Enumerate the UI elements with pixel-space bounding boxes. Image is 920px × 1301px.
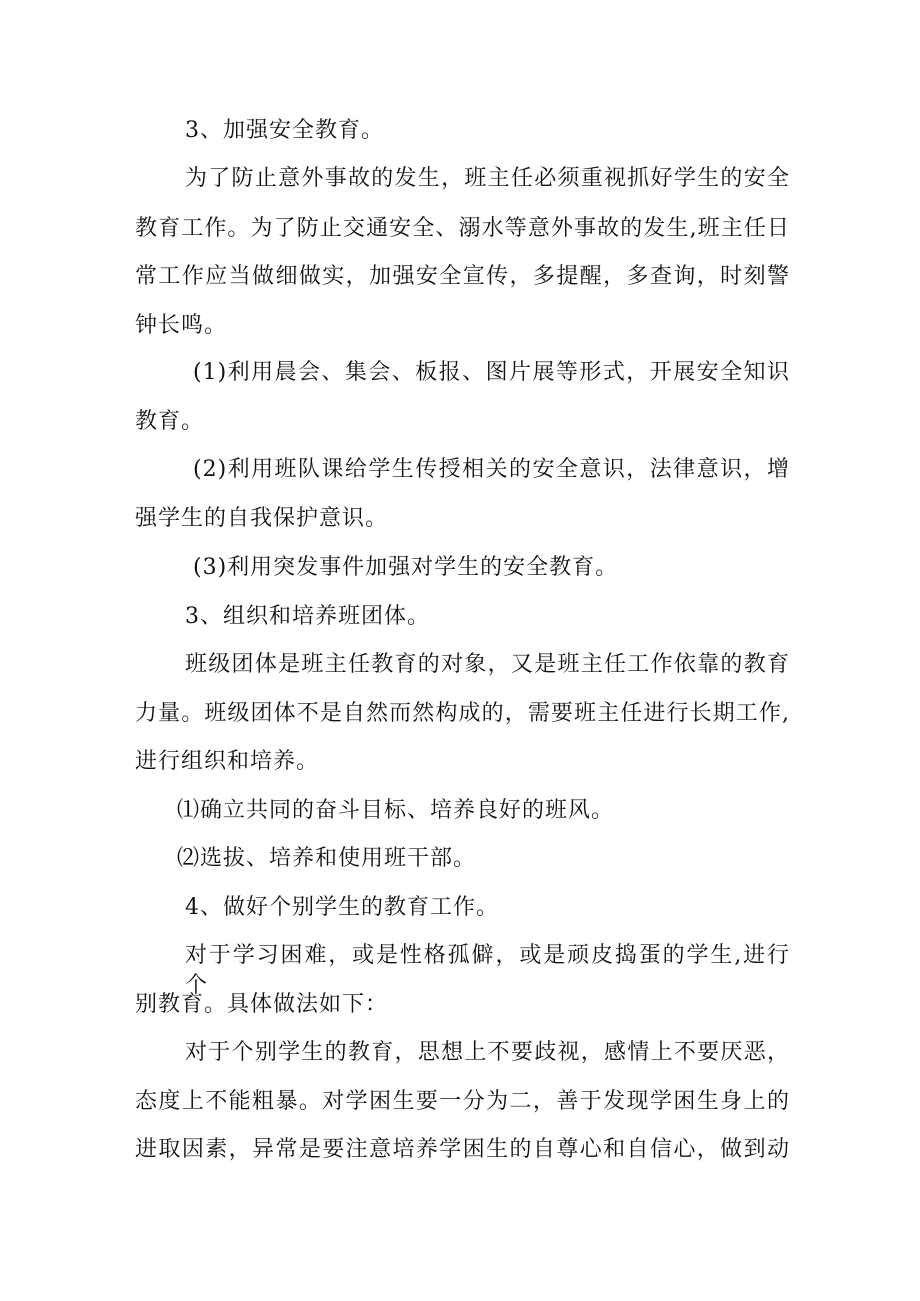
paragraph-line: 为了防止意外事故的发生，班主任必须重视抓好学生的安全 [185,166,790,191]
paragraph-line: 对于学习困难，或是性格孤僻，或是顽皮捣蛋的学生,进行个 [185,943,790,998]
heading-class-group: 3、组织和培养班团体。 [185,604,430,629]
list-item-line: (2)利用班队课给学生传授相关的安全意识，法律意识，增 [193,457,790,482]
paragraph-line: 态度上不能粗暴。对学困生要一分为二，善于发现学困生身上的 [135,1089,790,1114]
list-item-line: ⑴确立共同的奋斗目标、培养良好的班风。 [177,798,615,823]
paragraph-line: 别教育。具体做法如下： [135,992,389,1017]
paragraph-line: 对于个别学生的教育，思想上不要歧视，感情上不要厌恶， [185,1040,790,1065]
paragraph-line: 进行组织和培养。 [135,749,320,774]
paragraph-line: 力量。班级团体不是自然而然构成的，需要班主任进行长期工作, [135,701,790,726]
list-item-line: ⑵选拔、培养和使用班干部。 [177,846,477,871]
heading-individual-education: 4、做好个别学生的教育工作。 [185,895,499,920]
paragraph-line: 教育工作。为了防止交通安全、溺水等意外事故的发生,班主任日 [135,216,790,241]
paragraph-line: 进取因素，异常是要注意培养学困生的自尊心和自信心，做到动 [135,1137,790,1162]
paragraph-line: 钟长鸣。 [135,313,228,338]
list-item-line: (3)利用突发事件加强对学生的安全教育。 [193,555,619,580]
list-item-line: (1)利用晨会、集会、板报、图片展等形式，开展安全知识 [193,360,790,385]
paragraph-line: 常工作应当做细做实，加强安全宣传，多提醒，多查询，时刻警 [135,264,790,289]
heading-safety-education: 3、加强安全教育。 [185,118,384,143]
list-item-line: 强学生的自我保护意识。 [135,506,389,531]
list-item-line: 教育。 [135,409,205,434]
paragraph-line: 班级团体是班主任教育的对象，又是班主任工作依靠的教育 [185,652,790,677]
